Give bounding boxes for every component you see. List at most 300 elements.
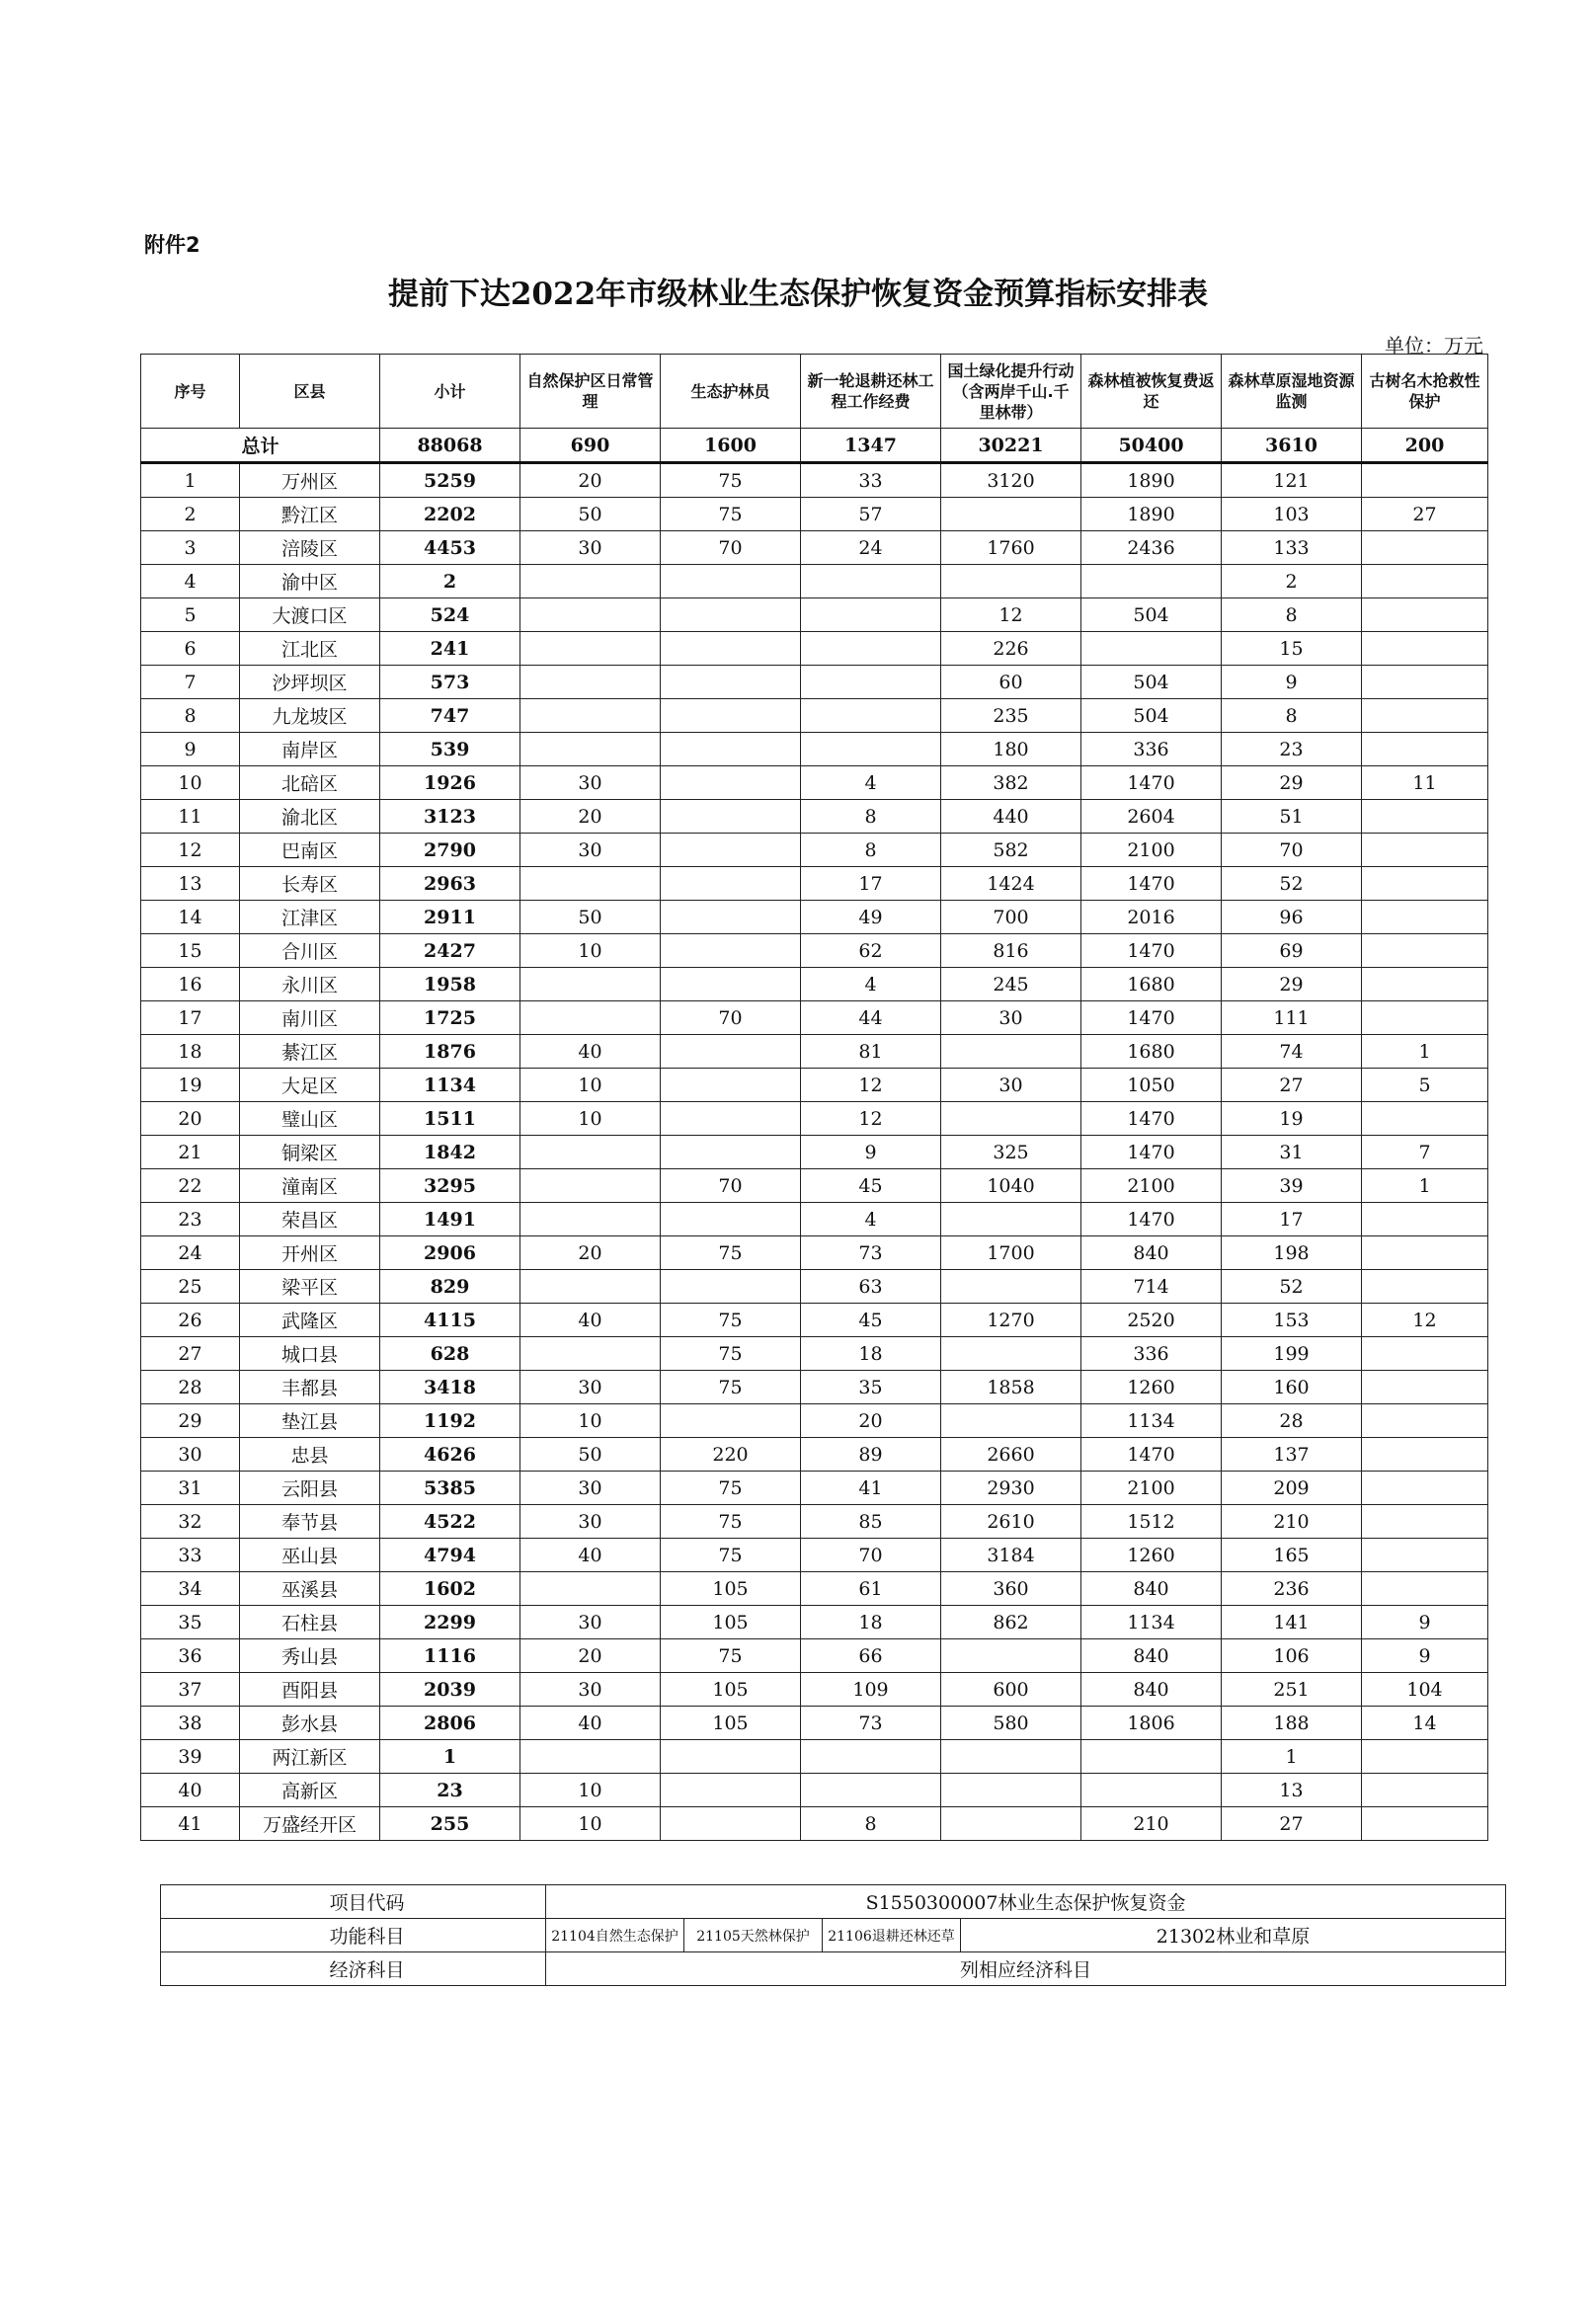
district-name: 江北区 xyxy=(240,632,380,666)
vegetation-refund-cell: 1050 xyxy=(1081,1069,1222,1102)
table-row xyxy=(141,1472,1488,1505)
subtotal-cell: 255 xyxy=(380,1807,520,1841)
subtotal-cell: 573 xyxy=(380,666,520,699)
greening-cell: 2930 xyxy=(941,1472,1081,1505)
header-cell: 序号 xyxy=(141,355,240,429)
table-row xyxy=(141,699,1488,733)
monitoring-cell: 153 xyxy=(1222,1304,1362,1337)
row-index: 27 xyxy=(141,1337,240,1371)
subtotal-cell: 2911 xyxy=(380,901,520,934)
forest-ranger-cell xyxy=(661,901,801,934)
forest-ranger-cell xyxy=(661,1136,801,1169)
vegetation-refund-cell: 714 xyxy=(1081,1270,1222,1304)
row-index: 23 xyxy=(141,1203,240,1236)
district-name: 梁平区 xyxy=(240,1270,380,1304)
vegetation-refund-cell: 1680 xyxy=(1081,1035,1222,1069)
header-cell: 区县 xyxy=(240,355,380,429)
district-name: 巫溪县 xyxy=(240,1572,380,1606)
row-index: 2 xyxy=(141,498,240,531)
grain-to-green-cell: 49 xyxy=(801,901,941,934)
monitoring-cell: 209 xyxy=(1222,1472,1362,1505)
row-index: 20 xyxy=(141,1102,240,1136)
function-row xyxy=(161,1919,1506,1952)
subtotal-cell: 1134 xyxy=(380,1069,520,1102)
ancient-tree-cell: 9 xyxy=(1362,1639,1488,1673)
total-row xyxy=(141,429,1488,463)
district-name: 秀山县 xyxy=(240,1639,380,1673)
vegetation-refund-cell xyxy=(1081,632,1222,666)
grain-to-green-cell: 12 xyxy=(801,1102,941,1136)
vegetation-refund-cell: 1470 xyxy=(1081,1001,1222,1035)
ancient-tree-cell xyxy=(1362,565,1488,598)
reserve-mgmt-cell xyxy=(520,1169,661,1203)
ancient-tree-cell: 5 xyxy=(1362,1069,1488,1102)
vegetation-refund-cell: 1512 xyxy=(1081,1505,1222,1539)
forest-ranger-cell xyxy=(661,800,801,834)
ancient-tree-cell: 104 xyxy=(1362,1673,1488,1707)
row-index: 5 xyxy=(141,598,240,632)
greening-cell: 3184 xyxy=(941,1539,1081,1572)
grain-to-green-cell xyxy=(801,733,941,766)
ancient-tree-cell xyxy=(1362,901,1488,934)
grain-to-green-cell xyxy=(801,632,941,666)
reserve-mgmt-cell xyxy=(520,968,661,1001)
row-index: 30 xyxy=(141,1438,240,1472)
monitoring-cell: 27 xyxy=(1222,1069,1362,1102)
forest-ranger-cell xyxy=(661,1203,801,1236)
forest-ranger-cell xyxy=(661,834,801,867)
vegetation-refund-cell: 210 xyxy=(1081,1807,1222,1841)
district-name: 南川区 xyxy=(240,1001,380,1035)
table-row xyxy=(141,1572,1488,1606)
reserve-mgmt-cell: 10 xyxy=(520,1807,661,1841)
function-item: 21104自然生态保护 xyxy=(546,1919,684,1952)
forest-ranger-cell: 70 xyxy=(661,531,801,565)
forest-ranger-cell xyxy=(661,1404,801,1438)
ancient-tree-cell xyxy=(1362,867,1488,901)
greening-cell: 816 xyxy=(941,934,1081,968)
monitoring-cell: 199 xyxy=(1222,1337,1362,1371)
ancient-tree-cell: 9 xyxy=(1362,1606,1488,1639)
forest-ranger-cell xyxy=(661,699,801,733)
vegetation-refund-cell xyxy=(1081,1774,1222,1807)
table-row xyxy=(141,834,1488,867)
monitoring-cell: 141 xyxy=(1222,1606,1362,1639)
ancient-tree-cell xyxy=(1362,531,1488,565)
ancient-tree-cell xyxy=(1362,1740,1488,1774)
grain-to-green-cell: 8 xyxy=(801,1807,941,1841)
reserve-mgmt-cell xyxy=(520,1572,661,1606)
reserve-mgmt-cell xyxy=(520,598,661,632)
grain-to-green-cell xyxy=(801,565,941,598)
table-row xyxy=(141,1236,1488,1270)
monitoring-cell: 210 xyxy=(1222,1505,1362,1539)
grain-to-green-cell: 24 xyxy=(801,531,941,565)
vegetation-refund-cell: 2436 xyxy=(1081,531,1222,565)
economic-row xyxy=(161,1952,1506,1986)
subtotal-cell: 4522 xyxy=(380,1505,520,1539)
subtotal-cell: 4115 xyxy=(380,1304,520,1337)
greening-cell xyxy=(941,498,1081,531)
subtotal-cell: 2806 xyxy=(380,1707,520,1740)
row-index: 10 xyxy=(141,766,240,800)
table-row xyxy=(141,1102,1488,1136)
greening-cell: 226 xyxy=(941,632,1081,666)
grain-to-green-cell: 61 xyxy=(801,1572,941,1606)
grain-to-green-cell: 9 xyxy=(801,1136,941,1169)
district-name: 江津区 xyxy=(240,901,380,934)
total-cell: 50400 xyxy=(1081,429,1222,463)
greening-cell xyxy=(941,1807,1081,1841)
forest-ranger-cell: 220 xyxy=(661,1438,801,1472)
table-row xyxy=(141,598,1488,632)
reserve-mgmt-cell xyxy=(520,632,661,666)
grain-to-green-cell: 45 xyxy=(801,1169,941,1203)
reserve-mgmt-cell xyxy=(520,867,661,901)
table-row xyxy=(141,1438,1488,1472)
district-name: 万盛经开区 xyxy=(240,1807,380,1841)
reserve-mgmt-cell: 10 xyxy=(520,934,661,968)
table-row xyxy=(141,498,1488,531)
greening-cell: 1700 xyxy=(941,1236,1081,1270)
reserve-mgmt-cell: 20 xyxy=(520,1236,661,1270)
row-index: 35 xyxy=(141,1606,240,1639)
subtotal-cell: 4626 xyxy=(380,1438,520,1472)
greening-cell xyxy=(941,1203,1081,1236)
ancient-tree-cell xyxy=(1362,1001,1488,1035)
ancient-tree-cell xyxy=(1362,1807,1488,1841)
table-row xyxy=(141,1337,1488,1371)
ancient-tree-cell xyxy=(1362,1472,1488,1505)
forest-ranger-cell xyxy=(661,565,801,598)
total-cell: 690 xyxy=(520,429,661,463)
grain-to-green-cell: 44 xyxy=(801,1001,941,1035)
table-row xyxy=(141,968,1488,1001)
greening-cell: 325 xyxy=(941,1136,1081,1169)
row-index: 4 xyxy=(141,565,240,598)
forest-ranger-cell: 105 xyxy=(661,1572,801,1606)
table-row xyxy=(141,1304,1488,1337)
greening-cell xyxy=(941,1337,1081,1371)
row-index: 18 xyxy=(141,1035,240,1069)
monitoring-cell: 19 xyxy=(1222,1102,1362,1136)
forest-ranger-cell: 75 xyxy=(661,1639,801,1673)
monitoring-cell: 133 xyxy=(1222,531,1362,565)
grain-to-green-cell: 17 xyxy=(801,867,941,901)
table-row xyxy=(141,1639,1488,1673)
row-index: 31 xyxy=(141,1472,240,1505)
district-name: 荣昌区 xyxy=(240,1203,380,1236)
monitoring-cell: 70 xyxy=(1222,834,1362,867)
greening-cell xyxy=(941,1404,1081,1438)
district-name: 云阳县 xyxy=(240,1472,380,1505)
subtotal-cell: 2 xyxy=(380,565,520,598)
forest-ranger-cell: 75 xyxy=(661,1505,801,1539)
vegetation-refund-cell: 504 xyxy=(1081,598,1222,632)
district-name: 垫江县 xyxy=(240,1404,380,1438)
monitoring-cell: 251 xyxy=(1222,1673,1362,1707)
vegetation-refund-cell: 2520 xyxy=(1081,1304,1222,1337)
grain-to-green-cell: 73 xyxy=(801,1707,941,1740)
subtotal-cell: 3123 xyxy=(380,800,520,834)
vegetation-refund-cell: 504 xyxy=(1081,666,1222,699)
vegetation-refund-cell: 1470 xyxy=(1081,1136,1222,1169)
grain-to-green-cell: 8 xyxy=(801,800,941,834)
grain-to-green-cell: 63 xyxy=(801,1270,941,1304)
greening-cell xyxy=(941,1035,1081,1069)
row-index: 9 xyxy=(141,733,240,766)
ancient-tree-cell: 11 xyxy=(1362,766,1488,800)
district-name: 长寿区 xyxy=(240,867,380,901)
table-row xyxy=(141,800,1488,834)
district-name: 大足区 xyxy=(240,1069,380,1102)
greening-cell: 360 xyxy=(941,1572,1081,1606)
ancient-tree-cell xyxy=(1362,1270,1488,1304)
subtotal-cell: 1116 xyxy=(380,1639,520,1673)
monitoring-cell: 8 xyxy=(1222,598,1362,632)
monitoring-cell: 28 xyxy=(1222,1404,1362,1438)
subtotal-cell: 1958 xyxy=(380,968,520,1001)
unit-label: 单位：万元 xyxy=(1385,334,1483,358)
ancient-tree-cell xyxy=(1362,733,1488,766)
ancient-tree-cell xyxy=(1362,666,1488,699)
reserve-mgmt-cell: 20 xyxy=(520,463,661,498)
subtotal-cell: 2906 xyxy=(380,1236,520,1270)
greening-cell: 60 xyxy=(941,666,1081,699)
table-row xyxy=(141,733,1488,766)
district-name: 渝中区 xyxy=(240,565,380,598)
row-index: 36 xyxy=(141,1639,240,1673)
row-index: 17 xyxy=(141,1001,240,1035)
forest-ranger-cell xyxy=(661,598,801,632)
forest-ranger-cell: 75 xyxy=(661,1539,801,1572)
subtotal-cell: 1725 xyxy=(380,1001,520,1035)
row-index: 11 xyxy=(141,800,240,834)
district-name: 铜梁区 xyxy=(240,1136,380,1169)
greening-cell xyxy=(941,1102,1081,1136)
monitoring-cell: 17 xyxy=(1222,1203,1362,1236)
row-index: 19 xyxy=(141,1069,240,1102)
forest-ranger-cell: 75 xyxy=(661,1337,801,1371)
table-row xyxy=(141,666,1488,699)
vegetation-refund-cell: 504 xyxy=(1081,699,1222,733)
ancient-tree-cell: 14 xyxy=(1362,1707,1488,1740)
reserve-mgmt-cell: 10 xyxy=(520,1404,661,1438)
economic-label: 经济科目 xyxy=(161,1952,546,1986)
ancient-tree-cell xyxy=(1362,968,1488,1001)
vegetation-refund-cell xyxy=(1081,565,1222,598)
vegetation-refund-cell: 840 xyxy=(1081,1673,1222,1707)
greening-cell: 1760 xyxy=(941,531,1081,565)
monitoring-cell: 31 xyxy=(1222,1136,1362,1169)
table-row xyxy=(141,1539,1488,1572)
footer-table xyxy=(160,1884,1506,1986)
reserve-mgmt-cell: 30 xyxy=(520,1472,661,1505)
district-name: 奉节县 xyxy=(240,1505,380,1539)
header-cell: 生态护林员 xyxy=(661,355,801,429)
vegetation-refund-cell: 1470 xyxy=(1081,1102,1222,1136)
forest-ranger-cell xyxy=(661,1270,801,1304)
district-name: 石柱县 xyxy=(240,1606,380,1639)
grain-to-green-cell: 33 xyxy=(801,463,941,498)
function-item: 21106退耕还林还草 xyxy=(823,1919,961,1952)
ancient-tree-cell xyxy=(1362,1371,1488,1404)
vegetation-refund-cell: 2604 xyxy=(1081,800,1222,834)
district-name: 巫山县 xyxy=(240,1539,380,1572)
reserve-mgmt-cell xyxy=(520,1136,661,1169)
grain-to-green-cell xyxy=(801,1774,941,1807)
forest-ranger-cell: 105 xyxy=(661,1707,801,1740)
monitoring-cell: 160 xyxy=(1222,1371,1362,1404)
subtotal-cell: 2039 xyxy=(380,1673,520,1707)
vegetation-refund-cell: 2100 xyxy=(1081,1472,1222,1505)
table-row xyxy=(141,867,1488,901)
district-name: 綦江区 xyxy=(240,1035,380,1069)
greening-cell: 1270 xyxy=(941,1304,1081,1337)
reserve-mgmt-cell xyxy=(520,1270,661,1304)
grain-to-green-cell: 89 xyxy=(801,1438,941,1472)
grain-to-green-cell: 35 xyxy=(801,1371,941,1404)
ancient-tree-cell xyxy=(1362,1203,1488,1236)
subtotal-cell: 539 xyxy=(380,733,520,766)
grain-to-green-cell: 70 xyxy=(801,1539,941,1572)
row-index: 6 xyxy=(141,632,240,666)
reserve-mgmt-cell: 20 xyxy=(520,1639,661,1673)
district-name: 城口县 xyxy=(240,1337,380,1371)
total-cell: 1347 xyxy=(801,429,941,463)
vegetation-refund-cell: 2100 xyxy=(1081,1169,1222,1203)
greening-cell: 862 xyxy=(941,1606,1081,1639)
forest-ranger-cell: 75 xyxy=(661,1304,801,1337)
row-index: 13 xyxy=(141,867,240,901)
greening-cell: 440 xyxy=(941,800,1081,834)
reserve-mgmt-cell: 30 xyxy=(520,1505,661,1539)
monitoring-cell: 9 xyxy=(1222,666,1362,699)
reserve-mgmt-cell xyxy=(520,1337,661,1371)
forest-ranger-cell xyxy=(661,1069,801,1102)
greening-cell: 382 xyxy=(941,766,1081,800)
monitoring-cell: 106 xyxy=(1222,1639,1362,1673)
reserve-mgmt-cell: 10 xyxy=(520,1774,661,1807)
monitoring-cell: 52 xyxy=(1222,867,1362,901)
ancient-tree-cell xyxy=(1362,1404,1488,1438)
vegetation-refund-cell: 1680 xyxy=(1081,968,1222,1001)
table-row xyxy=(141,1707,1488,1740)
monitoring-cell: 103 xyxy=(1222,498,1362,531)
subtotal-cell: 241 xyxy=(380,632,520,666)
row-index: 22 xyxy=(141,1169,240,1203)
budget-table xyxy=(140,354,1488,1841)
subtotal-cell: 3295 xyxy=(380,1169,520,1203)
district-name: 潼南区 xyxy=(240,1169,380,1203)
subtotal-cell: 4794 xyxy=(380,1539,520,1572)
row-index: 15 xyxy=(141,934,240,968)
monitoring-cell: 29 xyxy=(1222,766,1362,800)
ancient-tree-cell xyxy=(1362,1102,1488,1136)
district-name: 巴南区 xyxy=(240,834,380,867)
forest-ranger-cell xyxy=(661,1035,801,1069)
greening-cell: 582 xyxy=(941,834,1081,867)
subtotal-cell: 4453 xyxy=(380,531,520,565)
monitoring-cell: 2 xyxy=(1222,565,1362,598)
ancient-tree-cell xyxy=(1362,1572,1488,1606)
grain-to-green-cell: 62 xyxy=(801,934,941,968)
district-name: 璧山区 xyxy=(240,1102,380,1136)
subtotal-cell: 628 xyxy=(380,1337,520,1371)
subtotal-cell: 3418 xyxy=(380,1371,520,1404)
table-row xyxy=(141,1169,1488,1203)
grain-to-green-cell: 4 xyxy=(801,766,941,800)
vegetation-refund-cell: 1470 xyxy=(1081,766,1222,800)
subtotal-cell: 1926 xyxy=(380,766,520,800)
subtotal-cell: 2963 xyxy=(380,867,520,901)
project-code-label: 项目代码 xyxy=(161,1885,546,1919)
header-cell: 森林植被恢复费返还 xyxy=(1081,355,1222,429)
greening-cell: 1858 xyxy=(941,1371,1081,1404)
ancient-tree-cell xyxy=(1362,1774,1488,1807)
reserve-mgmt-cell: 30 xyxy=(520,834,661,867)
vegetation-refund-cell: 1806 xyxy=(1081,1707,1222,1740)
monitoring-cell: 51 xyxy=(1222,800,1362,834)
greening-cell: 700 xyxy=(941,901,1081,934)
district-name: 酉阳县 xyxy=(240,1673,380,1707)
grain-to-green-cell: 4 xyxy=(801,1203,941,1236)
vegetation-refund-cell: 1134 xyxy=(1081,1404,1222,1438)
forest-ranger-cell: 75 xyxy=(661,1472,801,1505)
vegetation-refund-cell: 1890 xyxy=(1081,463,1222,498)
total-cell: 88068 xyxy=(380,429,520,463)
greening-cell: 1424 xyxy=(941,867,1081,901)
ancient-tree-cell xyxy=(1362,1236,1488,1270)
forest-ranger-cell xyxy=(661,766,801,800)
monitoring-cell: 198 xyxy=(1222,1236,1362,1270)
subtotal-cell: 2299 xyxy=(380,1606,520,1639)
row-index: 7 xyxy=(141,666,240,699)
vegetation-refund-cell: 1470 xyxy=(1081,867,1222,901)
reserve-mgmt-cell xyxy=(520,666,661,699)
ancient-tree-cell: 7 xyxy=(1362,1136,1488,1169)
monitoring-cell: 111 xyxy=(1222,1001,1362,1035)
monitoring-cell: 23 xyxy=(1222,733,1362,766)
district-name: 南岸区 xyxy=(240,733,380,766)
reserve-mgmt-cell xyxy=(520,699,661,733)
subtotal-cell: 1602 xyxy=(380,1572,520,1606)
row-index: 21 xyxy=(141,1136,240,1169)
forest-ranger-cell xyxy=(661,733,801,766)
grain-to-green-cell xyxy=(801,666,941,699)
grain-to-green-cell: 66 xyxy=(801,1639,941,1673)
subtotal-cell: 1 xyxy=(380,1740,520,1774)
greening-cell: 245 xyxy=(941,968,1081,1001)
monitoring-cell: 121 xyxy=(1222,463,1362,498)
district-name: 开州区 xyxy=(240,1236,380,1270)
row-index: 33 xyxy=(141,1539,240,1572)
grain-to-green-cell xyxy=(801,598,941,632)
vegetation-refund-cell: 1470 xyxy=(1081,934,1222,968)
forest-ranger-cell xyxy=(661,1740,801,1774)
district-name: 大渡口区 xyxy=(240,598,380,632)
reserve-mgmt-cell: 50 xyxy=(520,901,661,934)
forest-ranger-cell: 75 xyxy=(661,463,801,498)
greening-cell: 580 xyxy=(941,1707,1081,1740)
reserve-mgmt-cell: 40 xyxy=(520,1035,661,1069)
vegetation-refund-cell: 1470 xyxy=(1081,1203,1222,1236)
table-row xyxy=(141,934,1488,968)
district-name: 北碚区 xyxy=(240,766,380,800)
reserve-mgmt-cell: 40 xyxy=(520,1304,661,1337)
header-cell: 自然保护区日常管理 xyxy=(520,355,661,429)
table-row xyxy=(141,1673,1488,1707)
